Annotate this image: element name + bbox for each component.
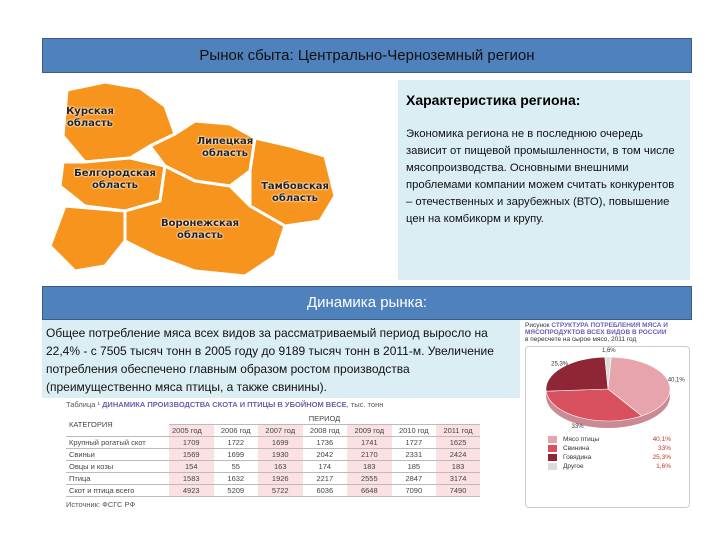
table-cell: 1625 bbox=[436, 437, 480, 449]
table-cell: 7490 bbox=[436, 485, 480, 497]
table-cell: 5722 bbox=[258, 485, 303, 497]
table-row bbox=[66, 437, 480, 449]
table-cell: 1727 bbox=[392, 437, 437, 449]
chart-title-prefix: Рисунок bbox=[525, 322, 550, 329]
period-header: ПЕРИОД bbox=[169, 413, 480, 425]
chart-title-text: СТРУКТУРА ПОТРЕБЛЕНИЯ МЯСА И МЯСОПРОДУКТОВ ВСЕХ ВИДОВ В РОССИИ bbox=[525, 322, 668, 336]
row-category: Овцы и козы bbox=[66, 461, 169, 473]
table-cell: 6648 bbox=[347, 485, 392, 497]
table-cell: 5209 bbox=[214, 485, 259, 497]
year-header: 2006 год bbox=[214, 425, 259, 437]
dynamics-text: Общее потребление мяса всех видов за рассматриваемый период выросло на 22,4% - с 7505 тысяч тонн в 2005 году до 9189 тысяч тонн в 2011-м. Увеличение потребления обеспечено главным образом ростом производства (преимущественно мяса птицы, а также свинины). bbox=[42, 320, 520, 398]
pie-slice-label: 33% bbox=[571, 423, 584, 430]
legend-label: Другое bbox=[563, 463, 584, 470]
table-cell: 1583 bbox=[169, 473, 214, 485]
table-cell: 1736 bbox=[303, 437, 348, 449]
legend-item bbox=[548, 463, 689, 470]
row-category: Крупный рогатый скот bbox=[66, 437, 169, 449]
table-cell: 154 bbox=[169, 461, 214, 473]
table-cell: 1722 bbox=[214, 437, 259, 449]
legend-item bbox=[548, 445, 689, 452]
map-label-tambov: Тамбовская область bbox=[261, 181, 329, 204]
legend-value: 25,3% bbox=[652, 454, 671, 461]
table-cell: 185 bbox=[392, 461, 437, 473]
caption-unit: , тыс. тонн bbox=[346, 400, 384, 409]
production-table bbox=[66, 398, 480, 520]
table-cell: 1699 bbox=[214, 449, 259, 461]
table-cell: 2555 bbox=[347, 473, 392, 485]
legend-value: 1,6% bbox=[656, 463, 671, 470]
map-region-voronezh-south bbox=[50, 206, 125, 271]
region-map bbox=[45, 76, 395, 282]
table-row bbox=[66, 449, 480, 461]
row-category: Свиньи bbox=[66, 449, 169, 461]
year-header: 2009 год bbox=[347, 425, 392, 437]
row-category: Скот и птица всего bbox=[66, 485, 169, 497]
table-cell: 3174 bbox=[436, 473, 480, 485]
legend-label: Свинина bbox=[563, 445, 590, 452]
legend-swatch bbox=[548, 436, 557, 443]
table-cell: 2424 bbox=[436, 449, 480, 461]
row-category: Птица bbox=[66, 473, 169, 485]
caption-title: ДИНАМИКА ПРОИЗВОДСТВА СКОТА И ПТИЦЫ В УБОЙНОМ ВЕСЕ bbox=[102, 400, 347, 409]
table-row bbox=[66, 485, 480, 497]
legend-label: Говядина bbox=[563, 454, 592, 461]
table-cell: 163 bbox=[258, 461, 303, 473]
characteristics-heading: Характеристика региона: bbox=[406, 92, 581, 108]
map-label-belgorod: Белгородская область bbox=[74, 168, 156, 191]
year-header: 2005 год bbox=[169, 425, 214, 437]
table-row bbox=[66, 473, 480, 485]
chart-subtitle: в пересчете на сырое мясо, 2011 год bbox=[525, 336, 637, 343]
table-cell: 7090 bbox=[392, 485, 437, 497]
table-cell: 2217 bbox=[303, 473, 348, 485]
legend-swatch bbox=[548, 454, 557, 461]
table-cell: 1741 bbox=[347, 437, 392, 449]
table-cell: 1930 bbox=[258, 449, 303, 461]
legend-value: 33% bbox=[657, 445, 671, 452]
year-header: 2010 год bbox=[392, 425, 437, 437]
table-cell: 1699 bbox=[258, 437, 303, 449]
table-source: Источник: ФСГС РФ bbox=[66, 500, 136, 509]
table-cell: 55 bbox=[214, 461, 259, 473]
pie-slice-label: 40,1% bbox=[667, 377, 685, 384]
table-cell: 1926 bbox=[258, 473, 303, 485]
region-characteristics bbox=[398, 80, 690, 280]
table-cell: 174 bbox=[303, 461, 348, 473]
legend-item bbox=[548, 436, 689, 443]
map-label-voronezh: Воронежская область bbox=[160, 218, 240, 241]
chart-title bbox=[525, 322, 690, 336]
table-caption bbox=[66, 400, 480, 409]
caption-prefix: Таблица ¹ bbox=[66, 400, 100, 409]
map-label-kursk: Курская область bbox=[66, 106, 114, 129]
category-header: КАТЕГОРИЯ bbox=[66, 413, 169, 437]
table-cell: 6036 bbox=[303, 485, 348, 497]
year-header: 2008 год bbox=[303, 425, 348, 437]
table-cell: 183 bbox=[347, 461, 392, 473]
table-cell: 1569 bbox=[169, 449, 214, 461]
year-header: 2011 год bbox=[436, 425, 480, 437]
legend-swatch bbox=[548, 445, 557, 452]
consumption-pie-chart bbox=[525, 322, 690, 527]
table-cell: 2170 bbox=[347, 449, 392, 461]
legend-item bbox=[548, 454, 689, 461]
legend-swatch bbox=[548, 463, 557, 470]
table-cell: 2331 bbox=[392, 449, 437, 461]
legend-value: 40,1% bbox=[652, 436, 671, 443]
dynamics-heading: Динамика рынка: bbox=[42, 286, 692, 320]
slide-title: Рынок сбыта: Центрально-Черноземный регион bbox=[42, 38, 692, 73]
table-cell: 1632 bbox=[214, 473, 259, 485]
characteristics-text: Экономика региона не в последнюю очередь зависит от пищевой промышленности, в том числе мясопроизводства. Основными внешними проблемами компании можем считать конкурентов – отечественных и зарубежных (ВТО), повышение цен на комбикорм и крупу. bbox=[406, 128, 675, 225]
table-row bbox=[66, 461, 480, 473]
table-cell: 2847 bbox=[392, 473, 437, 485]
table-cell: 4923 bbox=[169, 485, 214, 497]
map-label-lipetsk: Липецкая область bbox=[196, 136, 254, 159]
year-header: 2007 год bbox=[258, 425, 303, 437]
table-cell: 1709 bbox=[169, 437, 214, 449]
table-cell: 2042 bbox=[303, 449, 348, 461]
pie-slice-label: 25,3% bbox=[551, 361, 569, 368]
pie-slice-label: 1,6% bbox=[601, 348, 616, 354]
table-cell: 183 bbox=[436, 461, 480, 473]
legend-label: Мясо птицы bbox=[563, 436, 600, 443]
